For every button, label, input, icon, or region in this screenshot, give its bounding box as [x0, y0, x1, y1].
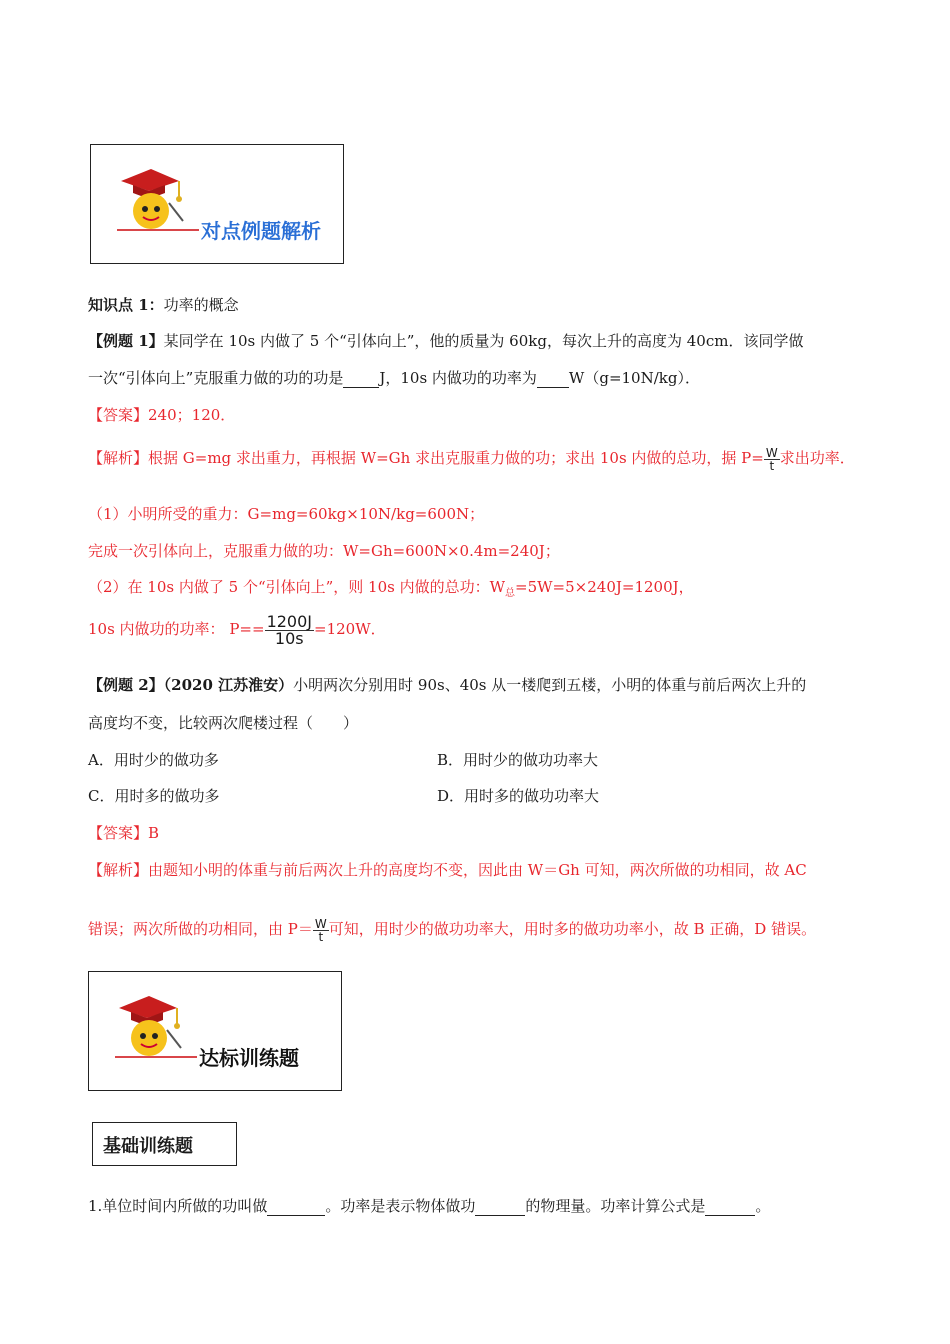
blank-work	[343, 369, 379, 388]
banner-title: 达标训练题	[199, 1046, 299, 1070]
example2-option-d: D．用时多的做功功率大	[437, 787, 600, 805]
mascot-graduate-icon	[113, 159, 191, 237]
example1-text-line2b: J，10s 内做功的功率为	[379, 369, 537, 387]
example1-answer-tag: 【答案】	[88, 406, 149, 424]
question1	[88, 1195, 770, 1216]
blank-power	[537, 369, 569, 388]
example2-analysis-text2b: 可知，用时少的做功功率大，用时多的做功功率小，故 B 正确，D 错误。	[328, 920, 817, 938]
power-fraction-2	[313, 918, 329, 943]
example2-analysis-tag: 【解析】	[88, 861, 149, 879]
example2-answer-value: B	[148, 824, 160, 842]
banner-training	[88, 971, 342, 1091]
knowledge-point-topic: 功率的概念	[163, 296, 239, 314]
example2-answer-tag: 【答案】	[88, 824, 149, 842]
example1-step3-a: （2）在 10s 内做了 5 个“引体向上”，则 10s 内做的总功：W	[88, 578, 506, 596]
fraction-numerator: 1200J	[266, 611, 312, 631]
fraction-denominator: t	[764, 459, 780, 472]
example2-line1	[88, 674, 806, 695]
question1-text-b: 。功率是表示物体做功	[325, 1197, 476, 1215]
example2-option-a: A．用时少的做功多	[88, 751, 219, 769]
example1-step4	[88, 606, 386, 652]
example1-analysis	[88, 436, 855, 480]
knowledge-point	[88, 294, 239, 315]
example2-option-c: C．用时多的做功多	[88, 787, 220, 805]
example2-source: （2020 江苏淮安）	[163, 676, 294, 694]
banner-title: 对点例题解析	[201, 219, 321, 243]
fraction-denominator: 10s	[265, 630, 314, 647]
example2-option-b: B．用时少的做功功率大	[437, 751, 599, 769]
example2-analysis-text2a: 错误；两次所做的功相同，由 P＝	[88, 920, 313, 938]
example1-step4-b: =120W．	[314, 620, 386, 638]
example1-line1	[88, 330, 803, 351]
banner-example-analysis	[90, 144, 344, 264]
basic-training-label: 基础训练题	[103, 1136, 193, 1157]
total-subscript: 总	[505, 588, 516, 599]
example1-text-line1: 某同学在 10s 内做了 5 个“引体向上”，他的质量为 60kg，每次上升的高度为 40cm．该同学做	[163, 332, 804, 350]
example1-text-line2c: W（g=10N/kg）．	[568, 369, 700, 387]
example1-analysis-tag: 【解析】	[88, 449, 149, 467]
example1-line2	[88, 367, 700, 388]
example2-tag: 【例题 2】	[88, 676, 164, 694]
question1-text-d: 。	[755, 1197, 771, 1215]
example1-step3	[88, 576, 694, 599]
blank-work-speed	[475, 1197, 525, 1216]
example1-step3-b: =5W=5×240J=1200J，	[515, 578, 694, 596]
example1-step2: 完成一次引体向上，克服重力做的功：W=Gh=600N×0.4m=240J；	[88, 542, 560, 560]
fraction-numerator: W	[765, 445, 778, 460]
example1-analysis-text-a: 根据 G=mg 求出重力，再根据 W=Gh 求出克服重力做的功；求出 10s 内做的总功，据 P=	[148, 449, 764, 467]
question1-text-c: 的物理量。功率计算公式是	[525, 1197, 706, 1215]
mascot-graduate-icon	[111, 986, 189, 1064]
power-fraction	[764, 447, 780, 472]
example2-line2: 高度均不变，比较两次爬楼过程（ ）	[88, 714, 359, 732]
example2-analysis-line2	[88, 906, 816, 952]
banner-decor-line	[117, 229, 199, 231]
example2-answer	[88, 822, 159, 843]
fraction-numerator: W	[314, 916, 327, 931]
basic-training-box	[92, 1122, 237, 1166]
example1-step1: （1）小明所受的重力：G=mg=60kg×10N/kg=600N；	[88, 505, 485, 523]
knowledge-point-label: 知识点 1：	[88, 296, 164, 314]
example2-analysis-line1	[88, 859, 807, 880]
power-calc-fraction	[265, 611, 314, 648]
fraction-denominator: t	[313, 930, 329, 943]
example2-analysis-text1: 由题知小明的体重与前后两次上升的高度均不变，因此由 W＝Gh 可知，两次所做的功相同，故 AC	[148, 861, 807, 879]
example1-analysis-text-b: 求出功率．	[779, 449, 855, 467]
example1-tag: 【例题 1】	[88, 332, 164, 350]
example1-answer-value: 240；120．	[148, 406, 236, 424]
blank-power-formula	[705, 1197, 755, 1216]
banner-decor-line	[115, 1056, 197, 1058]
blank-power-definition	[267, 1197, 325, 1216]
question1-text-a: 1.单位时间内所做的功叫做	[88, 1197, 268, 1215]
example1-step4-a: 10s 内做功的功率： P==	[88, 620, 265, 638]
example1-answer	[88, 404, 235, 425]
example2-text-line1: 小明两次分别用时 90s、40s 从一楼爬到五楼，小明的体重与前后两次上升的	[293, 676, 807, 694]
example1-text-line2a: 一次“引体向上”克服重力做的功的功是	[88, 369, 344, 387]
